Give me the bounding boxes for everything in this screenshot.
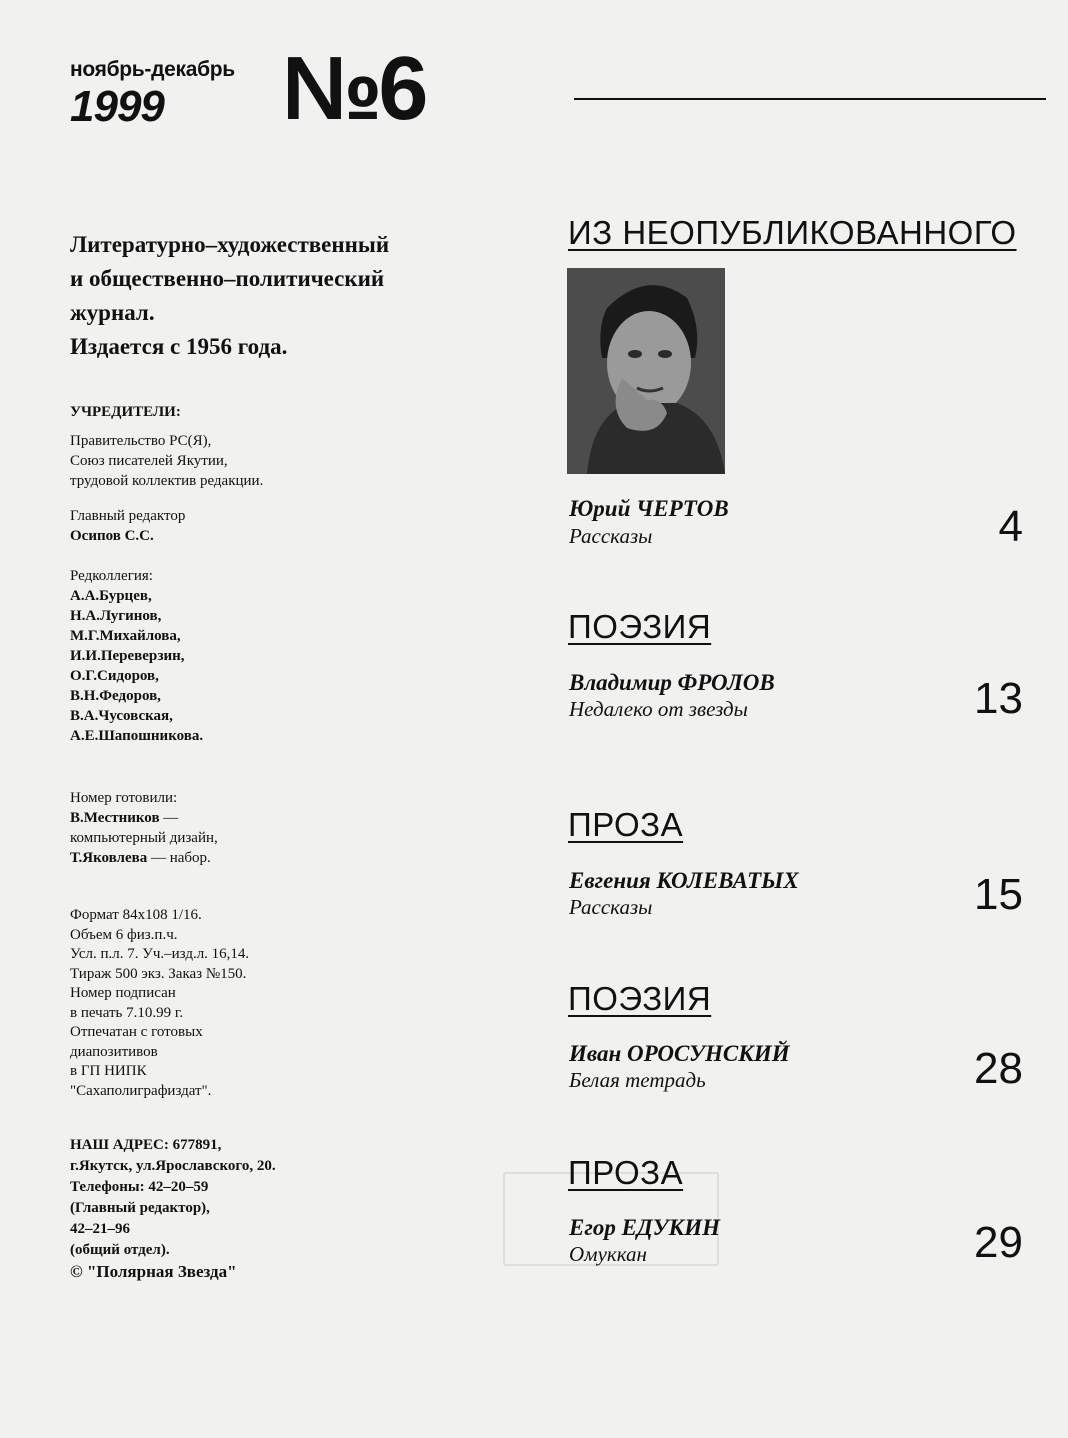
address-line: г.Якутск, ул.Ярославского, 20.	[70, 1158, 276, 1174]
author-last-name: ЕДУКИН	[621, 1215, 721, 1240]
chief-editor-block	[70, 506, 185, 546]
description-line: Издается с 1956 года.	[70, 334, 288, 359]
imprint-block	[70, 906, 249, 1101]
board-member: Н.А.Лугинов,	[70, 608, 162, 624]
toc-work-title: Недалеко от звезды	[569, 697, 748, 721]
copyright-line: © "Полярная Звезда"	[70, 1262, 237, 1281]
toc-author	[569, 496, 729, 522]
toc-page-number: 13	[974, 674, 1023, 723]
board-label: Редколлегия:	[70, 568, 153, 584]
imprint-line: Отпечатан с готовых	[70, 1024, 203, 1040]
address-line: 42–21–96	[70, 1221, 130, 1237]
imprint-line: Номер подписан	[70, 985, 176, 1001]
prepared-label: Номер готовили:	[70, 790, 178, 806]
toc-work-title: Белая тетрадь	[569, 1068, 706, 1092]
editorial-board-block	[70, 566, 203, 746]
issue-months: ноябрь-декабрь	[70, 58, 235, 81]
author-last-name: ОРОСУНСКИЙ	[627, 1041, 790, 1066]
board-member: М.Г.Михайлова,	[70, 628, 181, 644]
founders-label: УЧРЕДИТЕЛИ:	[70, 404, 181, 420]
author-portrait-image	[567, 268, 725, 474]
toc-page-number: 4	[998, 502, 1023, 551]
typesetter-name: Т.Яковлева	[70, 850, 148, 866]
board-member: А.Е.Шапошникова.	[70, 728, 204, 744]
founder-line: трудовой коллектив редакции.	[70, 473, 264, 489]
toc-section-heading: ИЗ НЕОПУБЛИКОВАННОГО	[568, 214, 1017, 251]
typesetter-role: — набор.	[147, 850, 211, 866]
founder-line: Правительство РС(Я),	[70, 433, 212, 449]
imprint-line: Тираж 500 экз. Заказ №150.	[70, 965, 247, 982]
journal-description	[70, 228, 490, 364]
toc-page-number: 29	[974, 1218, 1023, 1267]
chief-editor-label: Главный редактор	[70, 508, 186, 524]
toc-work-title: Рассказы	[569, 895, 653, 919]
designer-name: В.Местников	[70, 810, 160, 826]
designer-role: компьютерный дизайн,	[70, 830, 218, 846]
address-line: НАШ АДРЕС: 677891,	[70, 1137, 222, 1153]
address-block	[70, 1135, 276, 1282]
founder-line: Союз писателей Якутии,	[70, 453, 228, 469]
description-line: и общественно–политический	[70, 266, 385, 291]
description-line: Литературно–художественный	[70, 232, 390, 257]
author-last-name: ЧЕРТОВ	[636, 496, 729, 521]
toc-page-number: 15	[974, 870, 1023, 919]
author-first-name: Юрий	[569, 496, 631, 521]
toc-section-heading: ПОЭЗИЯ	[568, 980, 712, 1017]
address-line: Телефоны: 42–20–59	[70, 1179, 209, 1195]
author-first-name: Владимир	[569, 670, 672, 695]
imprint-line: Объем 6 физ.п.ч.	[70, 926, 178, 943]
author-first-name: Иван	[569, 1041, 622, 1066]
imprint-line: диапозитивов	[70, 1043, 158, 1060]
author-photo	[567, 268, 725, 474]
toc-work-title: Омуккан	[569, 1242, 647, 1266]
chief-editor-name: Осипов С.С.	[70, 528, 154, 544]
issue-number: №6	[282, 39, 425, 139]
address-line: (Главный редактор),	[70, 1200, 210, 1216]
board-member: А.А.Бурцев,	[70, 588, 152, 604]
prepared-by-block	[70, 788, 218, 868]
toc-work-title: Рассказы	[569, 524, 653, 548]
imprint-line: в печать 7.10.99 г.	[70, 1004, 184, 1021]
board-member: В.Н.Федоров,	[70, 688, 161, 704]
designer-dash: —	[159, 810, 179, 826]
imprint-line: "Сахаполиграфиздат".	[70, 1082, 212, 1099]
description-line: журнал.	[70, 300, 155, 325]
issue-year: 1999	[70, 82, 164, 131]
board-member: И.И.Переверзин,	[70, 648, 185, 664]
toc-author	[569, 1215, 720, 1241]
toc-section-heading: ПОЭЗИЯ	[568, 608, 712, 645]
toc-section-heading: ПРОЗА	[568, 806, 684, 843]
author-first-name: Евгения	[569, 868, 651, 893]
founders-block	[70, 402, 263, 491]
imprint-line: Усл. п.л. 7. Уч.–изд.л. 16,14.	[70, 946, 250, 962]
author-last-name: ФРОЛОВ	[677, 670, 775, 695]
header-rule	[574, 98, 1046, 100]
author-first-name: Егор	[569, 1215, 616, 1240]
toc-author	[569, 868, 799, 894]
toc-author	[569, 670, 775, 696]
imprint-line: в ГП НИПК	[70, 1063, 147, 1079]
board-member: О.Г.Сидоров,	[70, 668, 159, 684]
toc-section-heading: ПРОЗА	[568, 1154, 684, 1191]
imprint-line: Формат 84х108 1/16.	[70, 907, 202, 923]
board-member: В.А.Чусовская,	[70, 708, 173, 724]
toc-page-number: 28	[974, 1044, 1023, 1093]
address-line: (общий отдел).	[70, 1242, 170, 1258]
author-last-name: КОЛЕВАТЫХ	[656, 868, 799, 893]
toc-author	[569, 1041, 790, 1067]
